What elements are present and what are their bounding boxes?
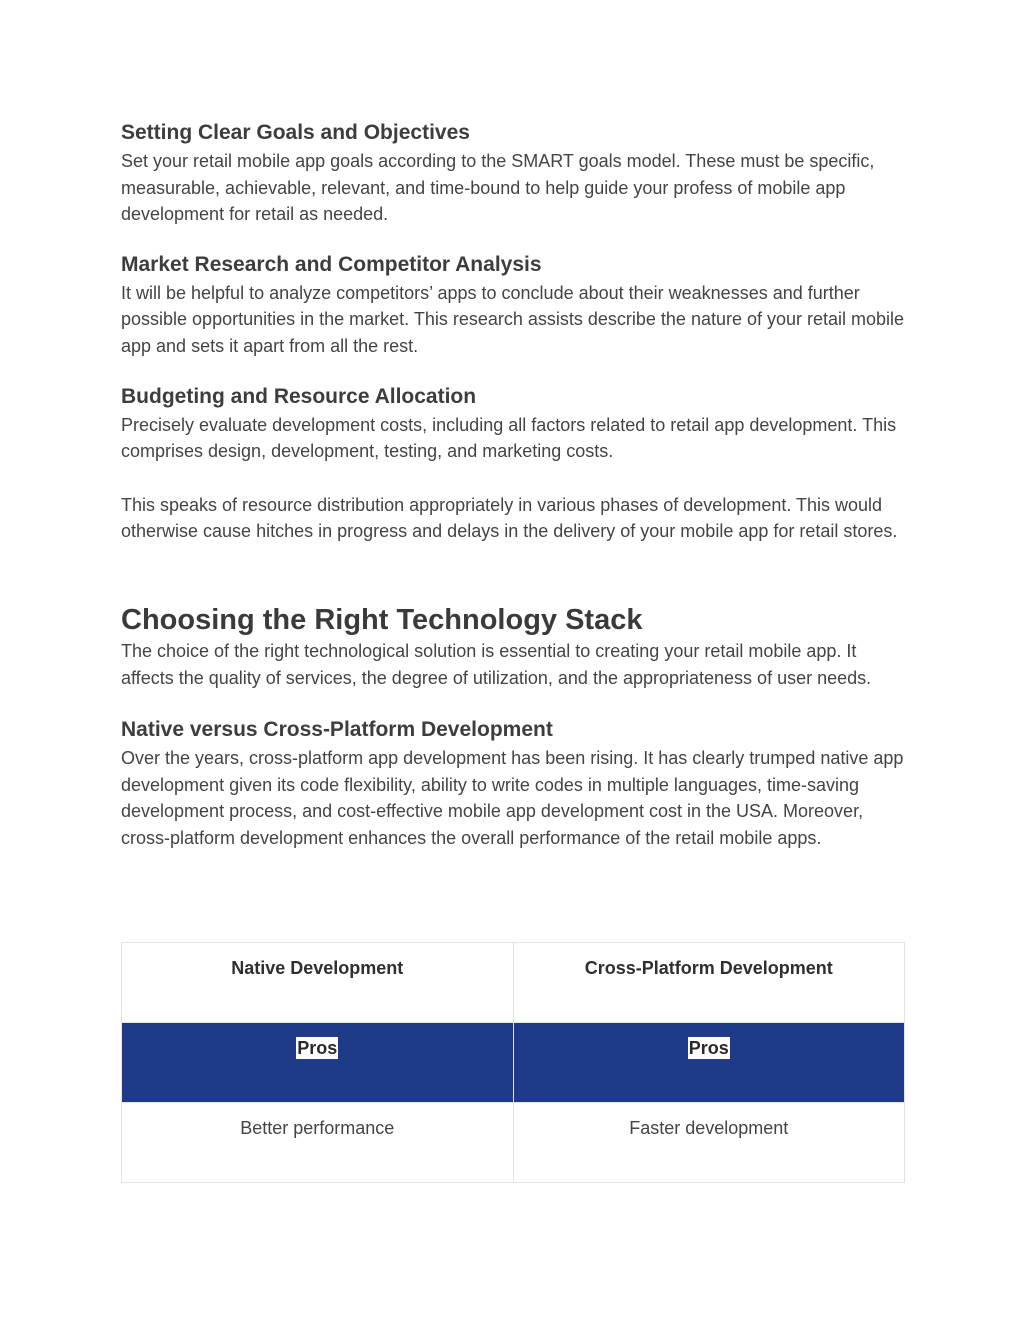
document-body <box>121 118 906 852</box>
section-paragraph: Precisely evaluate development costs, including all factors related to retail app development. This comprises design, development, testing, and marketing costs. <box>121 414 897 462</box>
table-cell <box>122 1023 514 1103</box>
table-cell <box>513 1023 905 1103</box>
section-budgeting <box>121 382 906 545</box>
pros-label: Pros <box>688 1038 729 1058</box>
table-header-native: Native Development <box>122 943 514 1023</box>
subsection-paragraph: Over the years, cross-platform app development has been rising. It has clearly trumped native app development given its code flexibility, ability to write codes in multiple languages, time-saving development process, and cost-effective mobile app development cost in the USA. Moreover, cross-platform development enhances the overall performance of the retail mobile apps. <box>121 748 904 848</box>
table-row <box>122 1103 905 1183</box>
main-heading: Choosing the Right Technology Stack <box>121 603 643 636</box>
section-title: Budgeting and Resource Allocation <box>121 384 477 408</box>
table-cell: Faster development <box>513 1103 905 1183</box>
section-paragraph: Set your retail mobile app goals according to the SMART goals model. These must be specific, measurable, achievable, relevant, and time-bound to help guide your profess of mobile app development for retail as needed. <box>121 151 875 225</box>
comparison-table <box>121 942 905 1183</box>
table-header-cross-platform: Cross-Platform Development <box>513 943 905 1023</box>
section-title: Market Research and Competitor Analysis <box>121 252 542 276</box>
section-paragraph: This speaks of resource distribution appropriately in various phases of development. This would otherwise cause hitches in progress and delays in the delivery of your mobile app for retail stores. <box>121 494 898 542</box>
table-header-row <box>122 943 905 1023</box>
main-intro: The choice of the right technological solution is essential to creating your retail mobile app. It affects the quality of services, the degree of utilization, and the appropriateness of user needs. <box>121 640 872 688</box>
section-market-research <box>121 250 906 360</box>
table-pros-row <box>122 1023 905 1103</box>
subsection-title: Native versus Cross-Platform Development <box>121 718 553 742</box>
section-title: Setting Clear Goals and Objectives <box>121 121 470 144</box>
table-cell: Better performance <box>122 1103 514 1183</box>
section-goals <box>121 118 906 228</box>
section-paragraph: It will be helpful to analyze competitors’ apps to conclude about their weaknesses and further possible opportunities in the market. This research assists describe the nature of your retail mobile app and sets it apart from all the rest. <box>121 282 905 356</box>
pros-label: Pros <box>297 1038 338 1058</box>
